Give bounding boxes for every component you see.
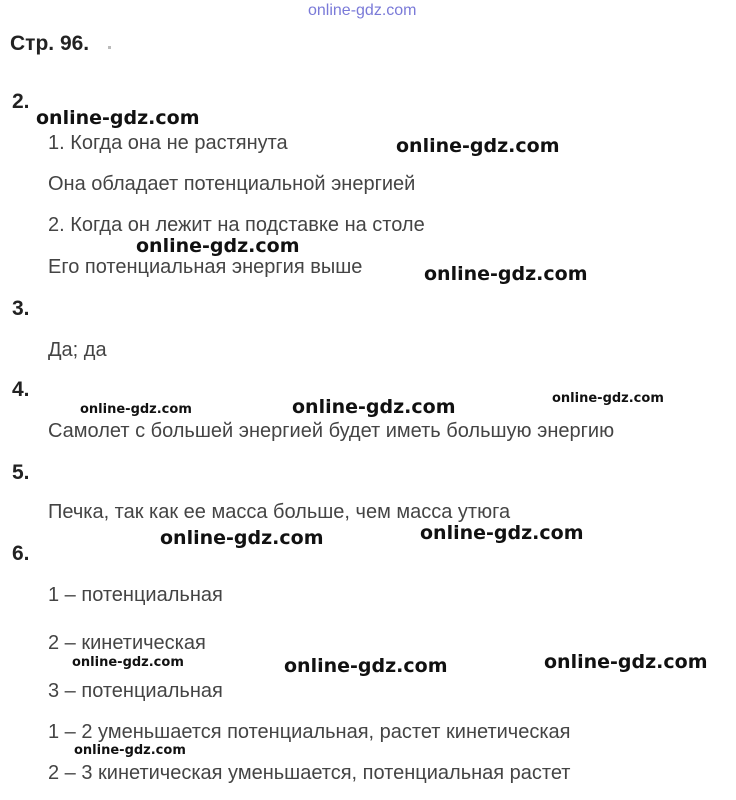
answer-line: Печка, так как ее масса больше, чем масса утюга bbox=[48, 501, 511, 523]
answer-line: 2 – 3 кинетическая уменьшается, потенциальная растет bbox=[48, 762, 571, 784]
top-watermark: online-gdz.com bbox=[308, 2, 417, 19]
watermark: online-gdz.com bbox=[424, 263, 588, 285]
answer-line: 3 – потенциальная bbox=[48, 680, 223, 702]
watermark: online-gdz.com bbox=[160, 527, 324, 549]
watermark: online-gdz.com bbox=[420, 522, 584, 544]
page-title: Стр. 96. bbox=[10, 32, 90, 55]
watermark: online-gdz.com bbox=[396, 135, 560, 157]
task-number-3: 3. bbox=[12, 297, 30, 320]
answer-line: 1 – потенциальная bbox=[48, 584, 223, 606]
task-number-6: 6. bbox=[12, 542, 30, 565]
watermark: online-gdz.com bbox=[36, 107, 200, 129]
watermark: online-gdz.com bbox=[74, 743, 186, 758]
answer-line: 1 – 2 уменьшается потенциальная, растет кинетическая bbox=[48, 721, 571, 743]
answer-line: Его потенциальная энергия выше bbox=[48, 256, 363, 278]
watermark: online-gdz.com bbox=[72, 655, 184, 670]
watermark: online-gdz.com bbox=[552, 391, 664, 406]
answer-line: Она обладает потенциальной энергией bbox=[48, 173, 416, 195]
watermark: online-gdz.com bbox=[284, 655, 448, 677]
watermark: online-gdz.com bbox=[80, 402, 192, 417]
task-number-5: 5. bbox=[12, 461, 30, 484]
task-number-4: 4. bbox=[12, 378, 30, 401]
watermark: online-gdz.com bbox=[136, 235, 300, 257]
answer-line: 1. Когда она не растянута bbox=[48, 132, 288, 154]
watermark: online-gdz.com bbox=[544, 651, 708, 673]
decorative-dot bbox=[108, 46, 111, 49]
answer-line: Самолет с большей энергией будет иметь большую энергию bbox=[48, 420, 615, 442]
answer-line: 2 – кинетическая bbox=[48, 632, 206, 654]
answer-line: Да; да bbox=[48, 339, 107, 361]
answer-line: 2. Когда он лежит на подставке на столе bbox=[48, 214, 425, 236]
task-number-2: 2. bbox=[12, 90, 30, 113]
watermark: online-gdz.com bbox=[292, 396, 456, 418]
